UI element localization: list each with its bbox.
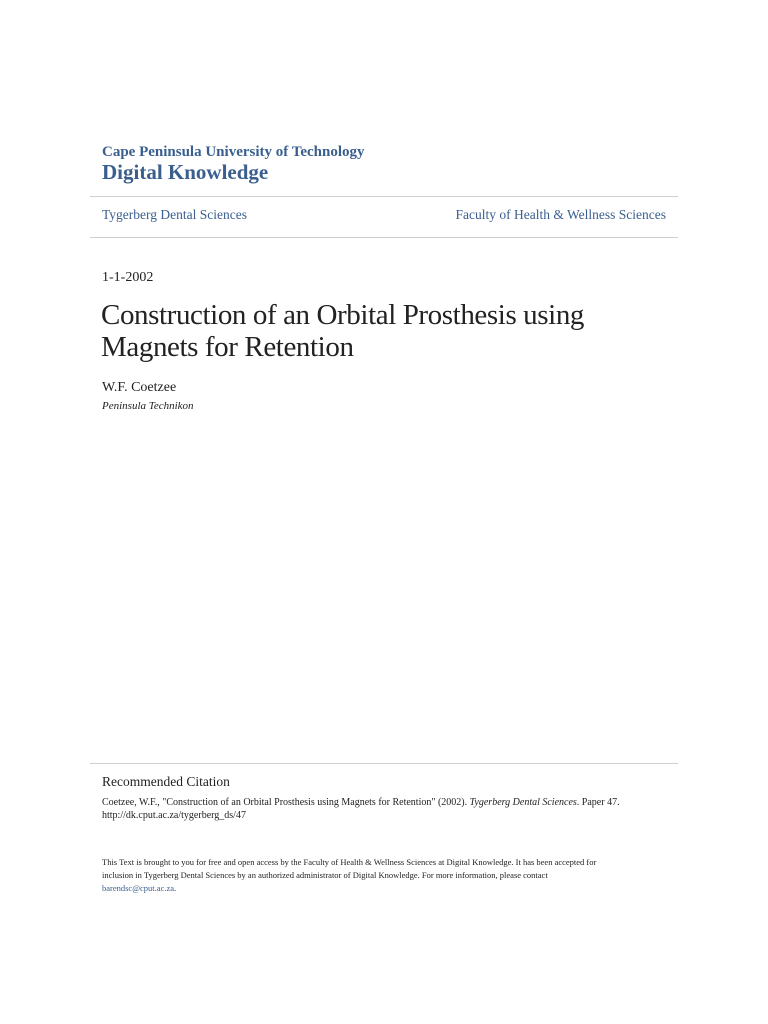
header-divider-top (90, 196, 678, 197)
citation-suffix: . Paper 47. (576, 797, 620, 808)
citation-journal: Tygerberg Dental Sciences (469, 797, 577, 808)
author-name: W.F. Coetzee (102, 380, 177, 395)
repository-name[interactable]: Digital Knowledge (102, 160, 269, 184)
collection-link-faculty[interactable]: Faculty of Health & Wellness Sciences (455, 207, 666, 222)
article-title-line-2: Magnets for Retention (101, 331, 354, 363)
access-notice (102, 856, 662, 895)
article-title (101, 299, 661, 363)
citation-text (102, 796, 662, 822)
institution-name: Cape Peninsula University of Technology (102, 144, 365, 160)
author-affiliation: Peninsula Technikon (102, 400, 194, 412)
article-title-line-1: Construction of an Orbital Prosthesis using (101, 299, 585, 331)
publication-date: 1-1-2002 (102, 270, 154, 285)
citation-url[interactable]: http://dk.cput.ac.za/tygerberg_ds/47 (102, 810, 246, 821)
header-divider-bottom (90, 237, 678, 238)
access-notice-end: . (174, 883, 177, 893)
citation-divider (90, 763, 678, 764)
citation-heading: Recommended Citation (102, 774, 230, 789)
citation-prefix: Coetzee, W.F., "Construction of an Orbital Prosthesis using Magnets for Retention" (2002). (102, 797, 470, 808)
access-notice-line-2: inclusion in Tygerberg Dental Sciences by an authorized administrator of Digital Knowledge. For more information, please contact (102, 870, 548, 880)
collection-link-tygerberg[interactable]: Tygerberg Dental Sciences (102, 207, 247, 222)
contact-email-link[interactable]: barendsc@cput.ac.za (102, 883, 175, 893)
access-notice-line-1: This Text is brought to you for free and open access by the Faculty of Health & Wellness Sciences at Digital Knowledge. It has been accepted for (102, 857, 597, 867)
